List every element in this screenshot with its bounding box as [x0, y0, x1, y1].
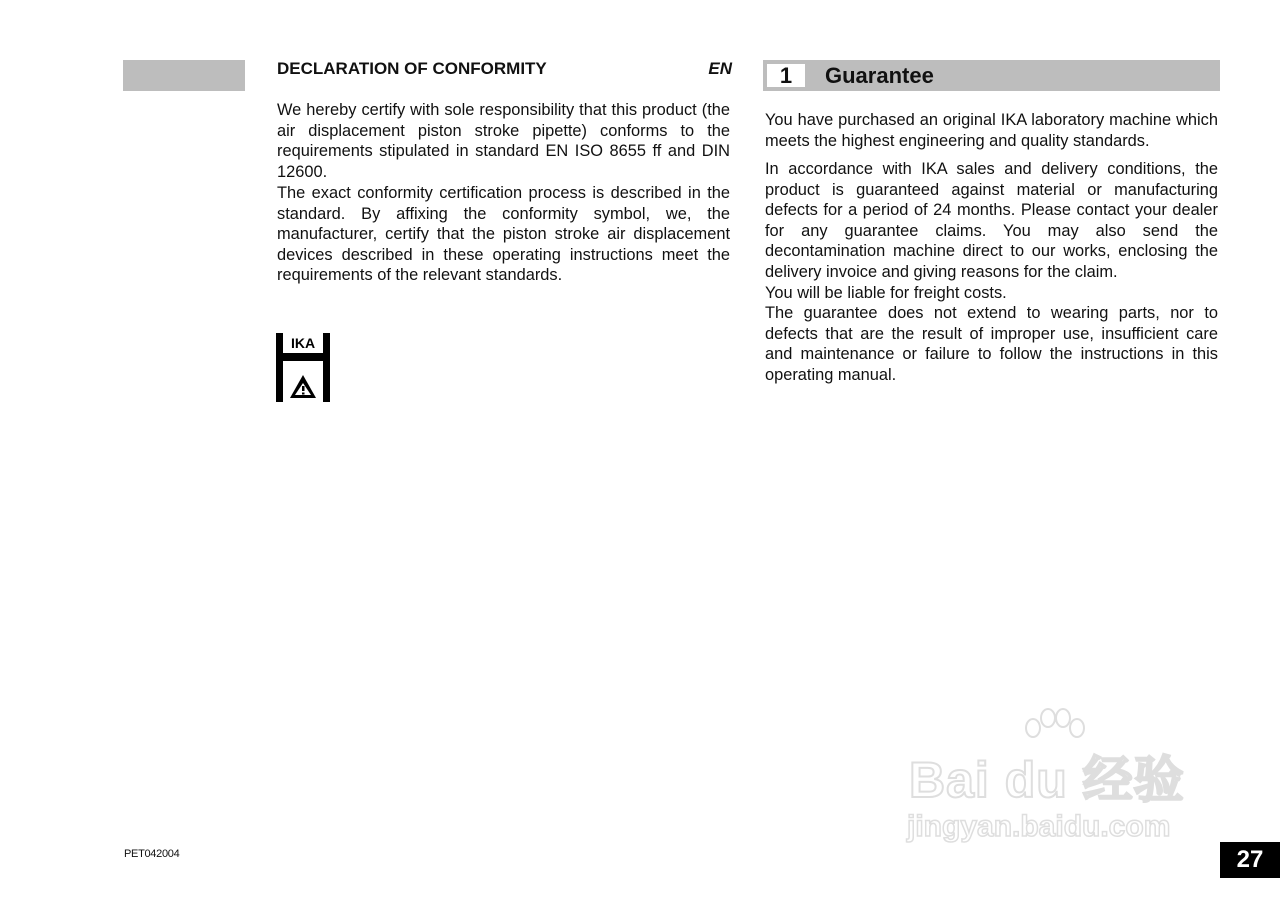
watermark-url: jingyan.baidu.com	[907, 810, 1171, 843]
guarantee-paragraph-2	[765, 159, 1218, 386]
guarantee-paragraph-1: You have purchased an original IKA laboratory machine which meets the highest engineering and quality standards.	[765, 111, 1218, 150]
guarantee-text-block-3: The guarantee does not extend to wearing parts, nor to defects that are the result of improper use, insufficient care and maintenance or failure to follow the instructions in this operating manual.	[765, 304, 1218, 384]
declaration-title: DECLARATION OF CONFORMITY	[277, 59, 547, 78]
document-code: PET042004	[124, 848, 180, 860]
section-number: 1	[767, 64, 805, 87]
section-title: Guarantee	[825, 63, 934, 88]
section-tab-left	[123, 60, 245, 91]
conformity-symbol-icon	[276, 333, 330, 402]
symbol-label: IKA	[290, 335, 316, 351]
guarantee-text-block-2: You will be liable for freight costs.	[765, 283, 1007, 302]
guarantee-text-block-1: In accordance with IKA sales and delivery conditions, the product is guaranteed against material or manufacturing defects for a period of 24 months. Please contact your dealer for any guarantee claims. You may also send the decontamination machine direct to our works, enclosing the delivery invoice and giving reasons for the claim.	[765, 160, 1218, 281]
declaration-paragraph-2: The exact conformity certification process is described in the standard. By affixing the conformity symbol, we, the manufacturer, certify that the piston stroke air displacement devices described in these operating instructions meet the requirements of the relevant standards.	[277, 184, 730, 285]
language-code: EN	[708, 59, 732, 78]
declaration-paragraph-1: We hereby certify with sole responsibility that this product (the air displacement piston stroke pipette) conforms to the requirements stipulated in standard EN ISO 8655 ff and DIN 12600.	[277, 101, 730, 181]
page-number: 27	[1220, 842, 1280, 878]
watermark-brand: Bai du 经验	[909, 752, 1185, 808]
declaration-heading	[277, 59, 732, 81]
baidu-watermark	[905, 706, 1205, 856]
guarantee-section-header	[763, 60, 1220, 91]
